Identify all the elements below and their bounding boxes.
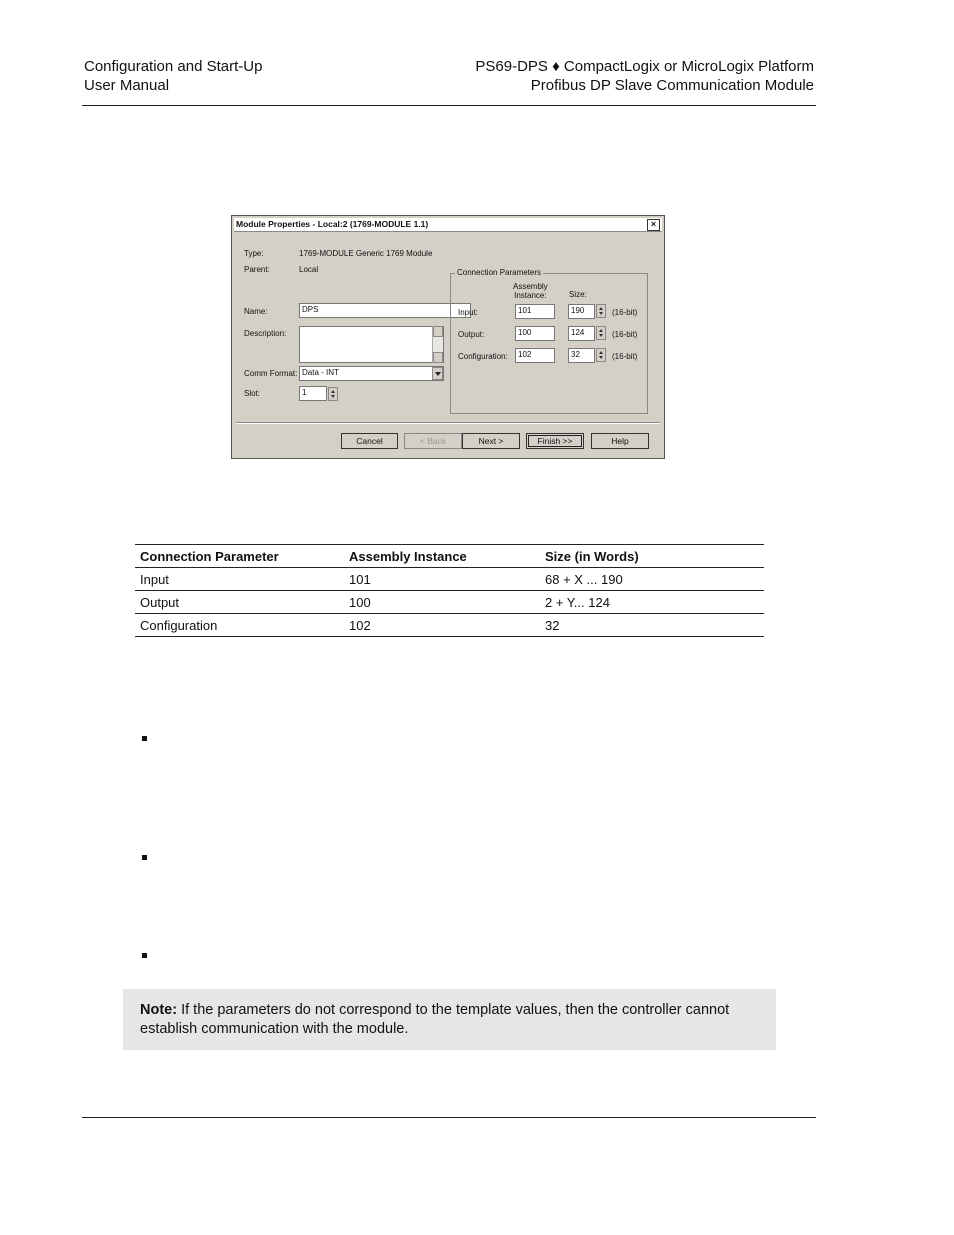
name-field[interactable]: DPS [299, 303, 471, 318]
input-label: Input: [458, 308, 479, 317]
finish-button[interactable]: Finish >> [526, 433, 584, 449]
input-unit: (16-bit) [612, 308, 638, 317]
dialog-title: Module Properties - Local:2 (1769-MODULE 1.1) [236, 219, 429, 229]
module-properties-dialog [231, 215, 665, 459]
output-size-stepper-icon[interactable] [596, 326, 606, 340]
close-icon[interactable]: × [647, 219, 660, 231]
table-cell: Configuration [135, 614, 344, 637]
dialog-separator [236, 422, 660, 424]
header-rule [82, 105, 816, 106]
table-cell: 32 [540, 614, 764, 637]
configuration-instance-field[interactable]: 102 [515, 348, 555, 363]
scroll-down-icon[interactable] [433, 352, 443, 363]
description-label: Description: [244, 329, 287, 338]
assembly-instance-header: Assembly Instance: [513, 282, 548, 300]
column-header: Size (in Words) [540, 545, 764, 568]
output-size-field[interactable]: 124 [568, 326, 595, 341]
footer-rule [82, 1117, 816, 1118]
table-row [135, 591, 764, 614]
bullet-marker [142, 953, 147, 958]
output-unit: (16-bit) [612, 330, 638, 339]
slot-label: Slot: [244, 389, 261, 398]
column-header: Connection Parameter [135, 545, 344, 568]
cancel-button[interactable]: Cancel [341, 433, 398, 449]
parent-value: Local [299, 265, 319, 274]
table-row [135, 614, 764, 637]
input-size-stepper-icon[interactable] [596, 304, 606, 318]
input-instance-field[interactable]: 101 [515, 304, 555, 319]
comm-format-label: Comm Format: [244, 369, 298, 378]
table-row [135, 568, 764, 591]
description-scrollbar[interactable] [432, 326, 443, 363]
configuration-label: Configuration: [458, 352, 508, 361]
table-cell: 100 [344, 591, 540, 614]
table-cell: 102 [344, 614, 540, 637]
note-text: If the parameters do not correspond to the template values, then the controller cannot establish communication with the module. [140, 1002, 730, 1037]
input-size-field[interactable]: 190 [568, 304, 595, 319]
output-label: Output: [458, 330, 485, 339]
table-cell: 101 [344, 568, 540, 591]
connection-parameters-group [450, 268, 648, 414]
slot-stepper-icon[interactable] [328, 387, 338, 401]
group-label: Connection Parameters [457, 268, 542, 277]
product-title: PS69-DPS ♦ CompactLogix or MicroLogix Platform [475, 58, 814, 75]
table-cell: Output [135, 591, 344, 614]
help-button[interactable]: Help [591, 433, 649, 449]
comm-format-select[interactable]: Data - INT [299, 366, 444, 381]
bullet-marker [142, 736, 147, 741]
table-cell: Input [135, 568, 344, 591]
type-value: 1769-MODULE Generic 1769 Module [299, 249, 433, 258]
output-instance-field[interactable]: 100 [515, 326, 555, 341]
back-button[interactable]: < Back [404, 433, 462, 449]
configuration-size-stepper-icon[interactable] [596, 348, 606, 362]
table-header-row [135, 545, 764, 568]
slot-field[interactable]: 1 [299, 386, 327, 401]
table-cell: 2 + Y... 124 [540, 591, 764, 614]
dialog-titlebar [234, 218, 662, 232]
manual-type: User Manual [84, 77, 170, 94]
type-label: Type: [244, 249, 264, 258]
note-box [123, 989, 776, 1050]
table-cell: 68 + X ... 190 [540, 568, 764, 591]
chapter-title: Configuration and Start-Up [84, 58, 263, 75]
scroll-up-icon[interactable] [433, 326, 443, 337]
header-left [84, 57, 262, 95]
chevron-down-icon[interactable] [432, 367, 443, 380]
column-header: Assembly Instance [344, 545, 540, 568]
name-label: Name: [244, 307, 268, 316]
connection-parameters-table [135, 544, 764, 637]
configuration-unit: (16-bit) [612, 352, 638, 361]
next-button[interactable]: Next > [462, 433, 520, 449]
parent-label: Parent: [244, 265, 270, 274]
size-header: Size: [569, 290, 587, 299]
header-right [475, 57, 814, 95]
product-subtitle: Profibus DP Slave Communication Module [530, 77, 814, 94]
configuration-size-field[interactable]: 32 [568, 348, 595, 363]
bullet-marker [142, 855, 147, 860]
description-field[interactable] [299, 326, 444, 363]
note-label: Note: [140, 1002, 178, 1018]
